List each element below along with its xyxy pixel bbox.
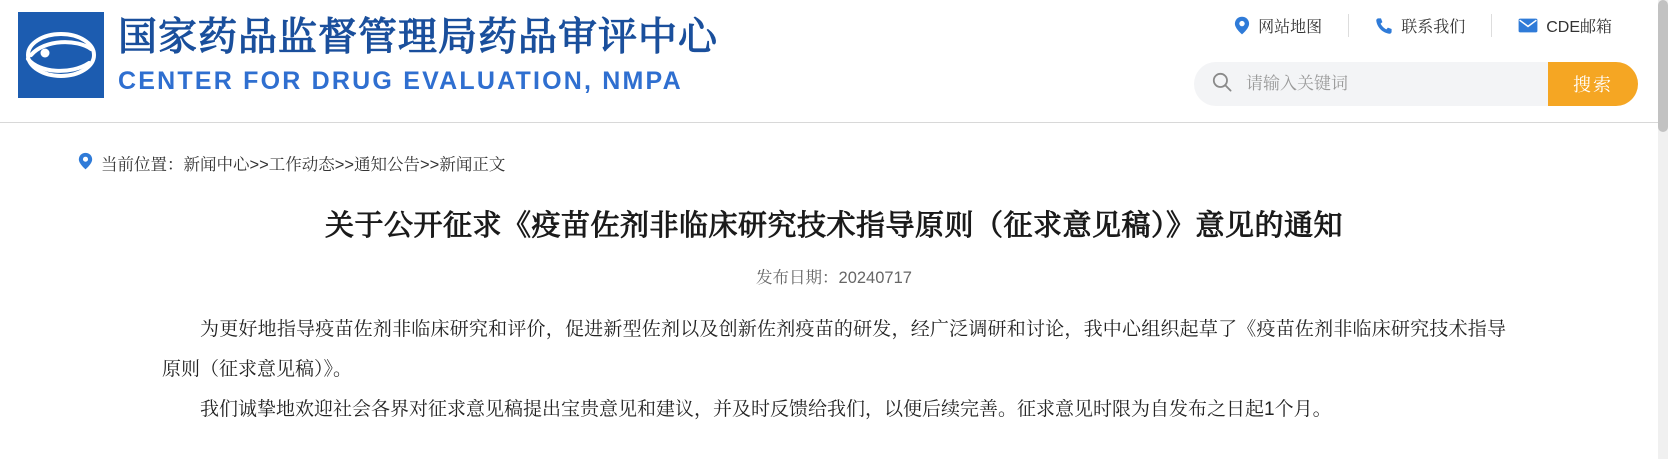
page-scrollbar[interactable] bbox=[1658, 0, 1668, 459]
article-body bbox=[134, 310, 1534, 430]
page-title: 关于公开征求《疫苗佐剂非临床研究技术指导原则（征求意见稿）》意见的通知 bbox=[324, 210, 1343, 242]
site-title-group bbox=[118, 14, 718, 98]
top-link-sitemap[interactable] bbox=[1208, 14, 1348, 37]
top-link-label: CDE邮箱 bbox=[1546, 19, 1612, 36]
cde-fish-logo[interactable] bbox=[18, 12, 104, 98]
search-icon bbox=[1212, 72, 1232, 97]
search-button[interactable]: 搜索 bbox=[1548, 62, 1638, 106]
site-title-cn: 国家药品监督管理局药品审评中心 bbox=[118, 16, 719, 59]
publish-date: 发布日期：20240717 bbox=[756, 269, 912, 287]
top-link-label: 网站地图 bbox=[1258, 19, 1323, 36]
site-title-en: CENTER FOR DRUG EVALUATION, NMPA bbox=[118, 67, 683, 95]
search-field[interactable] bbox=[1194, 62, 1548, 106]
mail-icon bbox=[1518, 18, 1538, 33]
breadcrumb-text: 当前位置：新闻中心>>工作动态>>通知公告>>新闻正文 bbox=[101, 156, 506, 174]
phone-icon bbox=[1375, 17, 1393, 35]
site-header bbox=[0, 0, 1668, 123]
article bbox=[134, 175, 1534, 430]
search-input[interactable] bbox=[1244, 73, 1548, 95]
header-top-links bbox=[1208, 14, 1638, 37]
top-link-mail[interactable] bbox=[1491, 14, 1638, 37]
top-link-contact[interactable] bbox=[1348, 14, 1491, 37]
location-pin-icon bbox=[1234, 16, 1250, 35]
page-scrollbar-thumb[interactable] bbox=[1658, 0, 1668, 132]
article-paragraph: 为更好地指导疫苗佐剂非临床研究和评价，促进新型佐剂以及创新佐剂疫苗的研发，经广泛调研和讨论，我中心组织起草了《疫苗佐剂非临床研究技术指导原则（征求意见稿）》。 bbox=[162, 319, 1506, 380]
top-link-label: 联系我们 bbox=[1401, 19, 1466, 36]
article-paragraph: 我们诚挚地欢迎社会各界对征求意见稿提出宝贵意见和建议，并及时反馈给我们，以便后续完善。征求意见时限为自发布之日起1个月。 bbox=[200, 399, 1332, 420]
search-bar bbox=[1194, 62, 1638, 106]
location-pin-icon bbox=[78, 152, 93, 175]
breadcrumb bbox=[0, 123, 1668, 175]
